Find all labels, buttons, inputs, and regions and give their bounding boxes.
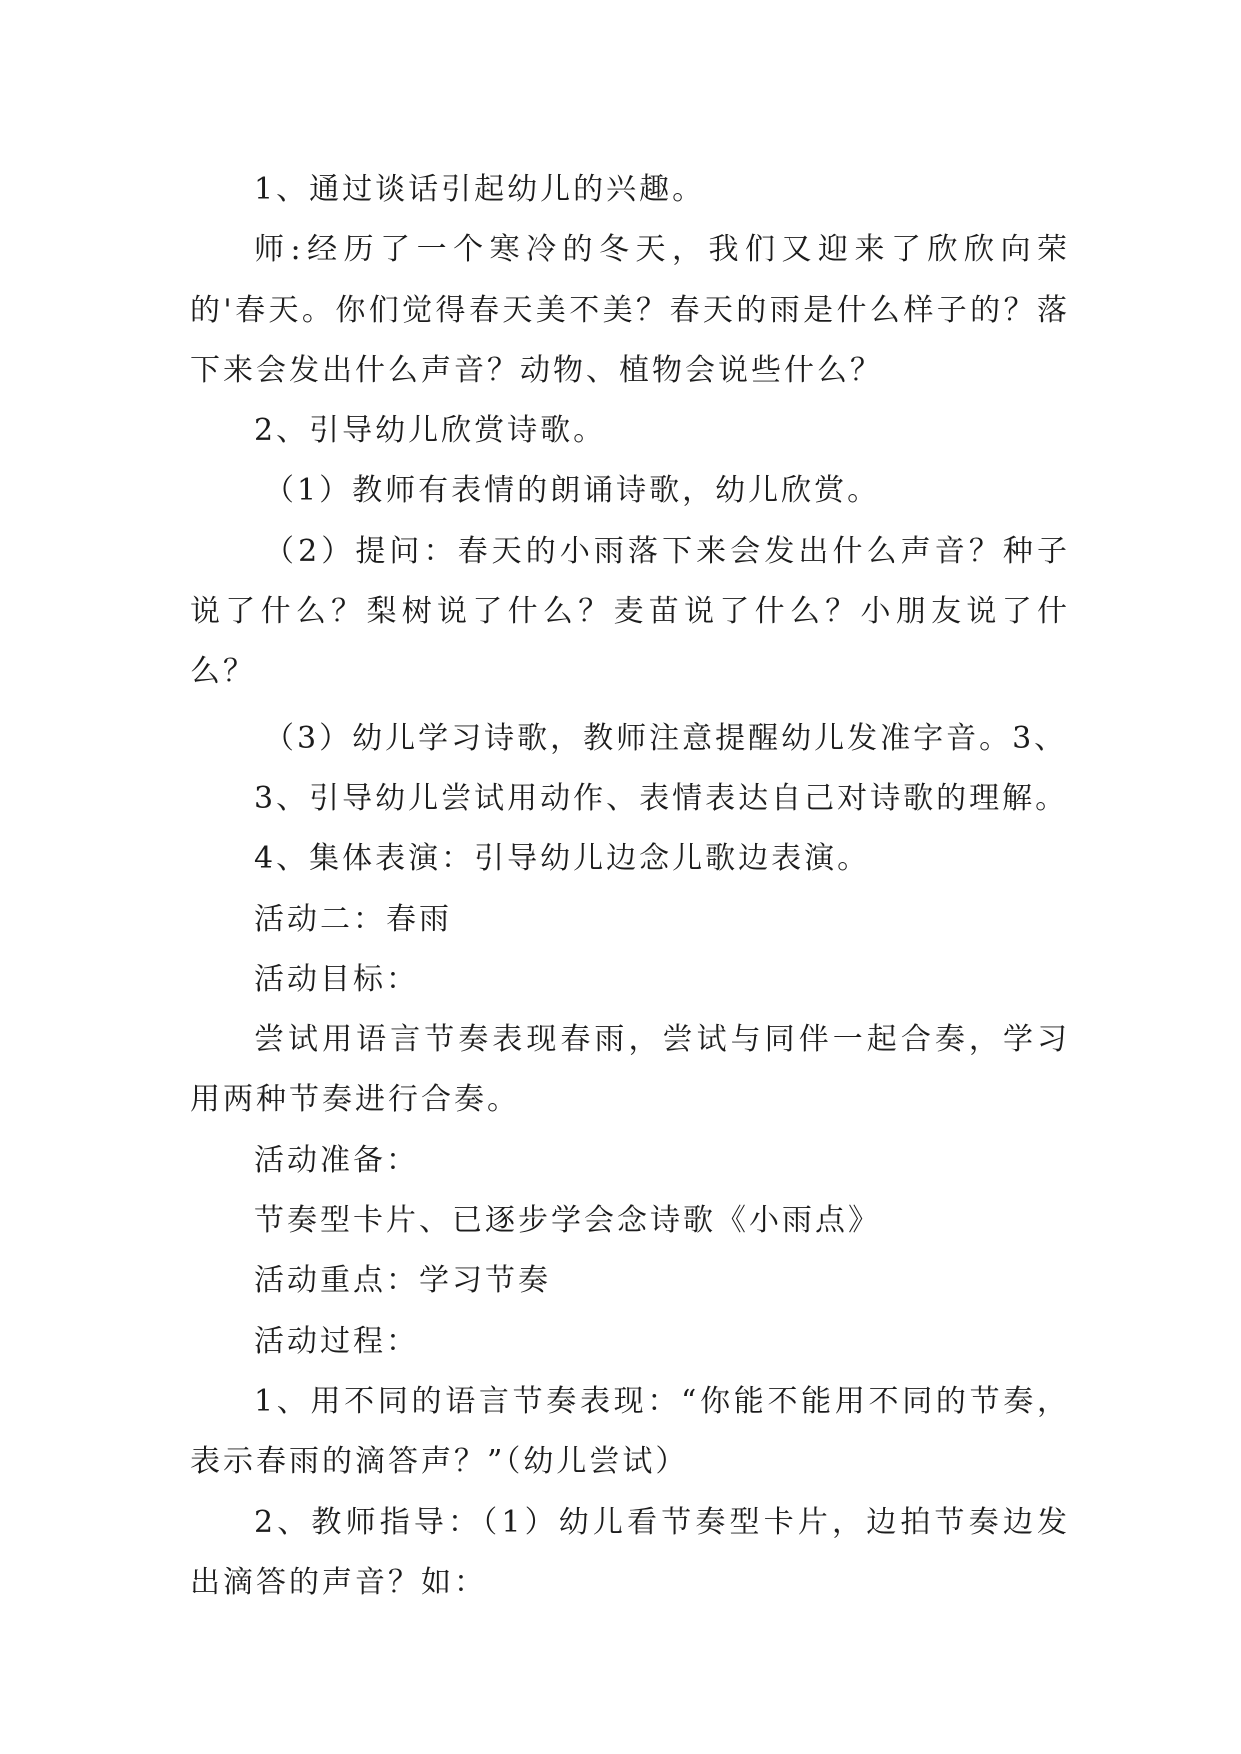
paragraph-step-2: 2、引导幼儿欣赏诗歌。: [254, 413, 607, 449]
paragraph-step-3: 3、引导幼儿尝试用动作、表情表达自己对诗歌的理解。: [254, 780, 1069, 816]
paragraph-activity-goal: 尝试用语言节奏表现春雨，尝试与同伴一起合奏，学习用两种节奏进行合奏。: [190, 1022, 1070, 1118]
paragraph-activity-prep-heading: 活动准备：: [254, 1142, 419, 1178]
paragraph-activity-focus: 活动重点：学习节奏: [254, 1263, 551, 1299]
paragraph-activity-goal-heading: 活动目标：: [254, 961, 419, 997]
paragraph-substep-3: （3）幼儿学习诗歌，教师注意提醒幼儿发准字音。3、: [264, 720, 1068, 756]
paragraph-activity-two-title: 活动二：春雨: [254, 901, 452, 937]
document-body: [190, 160, 1070, 1613]
paragraph-step-4: 4、集体表演：引导幼儿边念儿歌边表演。: [254, 841, 871, 877]
paragraph-substep-2: （2）提问：春天的小雨落下来会发出什么声音？种子说了什么？梨树说了什么？麦苗说了什么？小朋友说了什么？: [190, 533, 1070, 690]
paragraph-step-1: 1、通过谈话引起幼儿的兴趣。: [254, 172, 706, 207]
paragraph-activity-prep: 节奏型卡片、已逐步学会念诗歌《小雨点》: [254, 1203, 881, 1239]
paragraph-teacher-intro: 师:经历了一个寒冷的冬天，我们又迎来了欣欣向荣的'春天。你们觉得春天美不美？春天的雨是什么样子的？落下来会发出什么声音？动物、植物会说些什么？: [190, 232, 1070, 388]
paragraph-process-step-1: 1、用不同的语言节奏表现：“你能不能用不同的节奏，表示春雨的滴答声？”（幼儿尝试）: [190, 1383, 1070, 1480]
paragraph-activity-process-heading: 活动过程：: [254, 1323, 419, 1359]
paragraph-process-step-2: 2、教师指导：（1）幼儿看节奏型卡片，边拍节奏边发出滴答的声音？如：: [190, 1504, 1070, 1600]
paragraph-substep-1: （1）教师有表情的朗诵诗歌，幼儿欣赏。: [264, 473, 881, 509]
